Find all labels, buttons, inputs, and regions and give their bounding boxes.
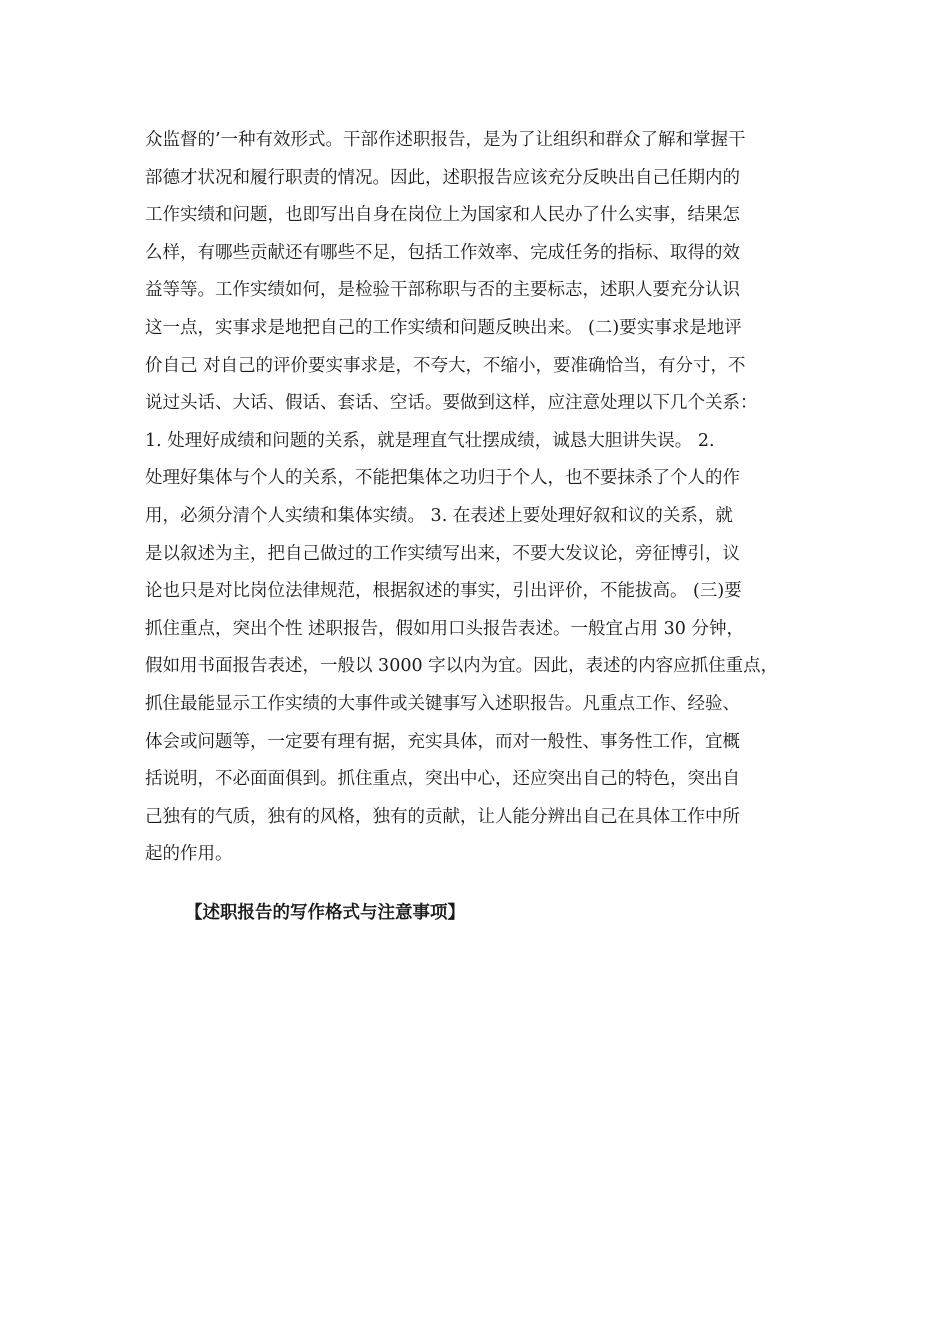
text-line: 括说明，不必面面俱到。抓住重点，突出中心，还应突出自己的特色，突出自 [145, 769, 740, 790]
text-line: 是以叙述为主，把自己做过的工作实绩写出来，不要大发议论，旁征博引，议 [145, 543, 740, 564]
text-line: 处理好集体与个人的关系，不能把集体之功归于个人，也不要抹杀了个人的作 [145, 468, 740, 489]
text-line: 抓住重点，突出个性 述职报告，假如用口头报告表述。一般宜占用 30 分钟， [145, 618, 744, 639]
text-line: 假如用书面报告表述，一般以 3000 字以内为宜。因此，表述的内容应抓住重点， [145, 656, 779, 677]
text-line: 工作实绩和问题，也即写出自身在岗位上为国家和人民办了什么实事，结果怎 [145, 205, 740, 226]
text-line: 这一点，实事求是地把自己的工作实绩和问题反映出来。 (二)要实事求是地评 [145, 317, 742, 338]
text-line: 1. 处理好成绩和问题的关系，就是理直气壮摆成绩，诚恳大胆讲失误。 2. [145, 430, 715, 451]
text-line: 体会或问题等，一定要有理有据，充实具体，而对一般性、事务性工作，宜概 [145, 731, 740, 752]
text-line: 么样，有哪些贡献还有哪些不足，包括工作效率、完成任务的指标、取得的效 [145, 242, 740, 263]
section-heading: 【述职报告的写作格式与注意事项】 [185, 903, 465, 923]
body-paragraph [145, 122, 815, 874]
text-line: 论也只是对比岗位法律规范，根据叙述的事实，引出评价，不能拔高。 (三)要 [145, 581, 742, 602]
text-line: 益等等。工作实绩如何，是检验干部称职与否的主要标志，述职人要充分认识 [145, 280, 740, 301]
text-line: 己独有的气质，独有的风格，独有的贡献，让人能分辨出自己在具体工作中所 [145, 806, 740, 827]
text-line: 说过头话、大话、假话、套话、空话。要做到这样，应注意处理以下几个关系： [145, 393, 758, 414]
text-line: 价自己 对自己的评价要实事求是，不夸大，不缩小，要准确恰当，有分寸，不 [145, 355, 746, 376]
text-line: 部德才状况和履行职责的情况。因此，述职报告应该充分反映出自己任期内的 [145, 167, 740, 188]
text-line: 起的作用。 [145, 844, 233, 865]
text-line: 用，必须分清个人实绩和集体实绩。 3. 在表述上要处理好叙和议的关系，就 [145, 505, 733, 526]
text-line: 抓住最能显示工作实绩的大事件或关键事写入述职报告。凡重点工作、经验、 [145, 693, 740, 714]
text-line: 众监督的’一种有效形式。干部作述职报告，是为了让组织和群众了解和掌握干 [145, 130, 746, 150]
